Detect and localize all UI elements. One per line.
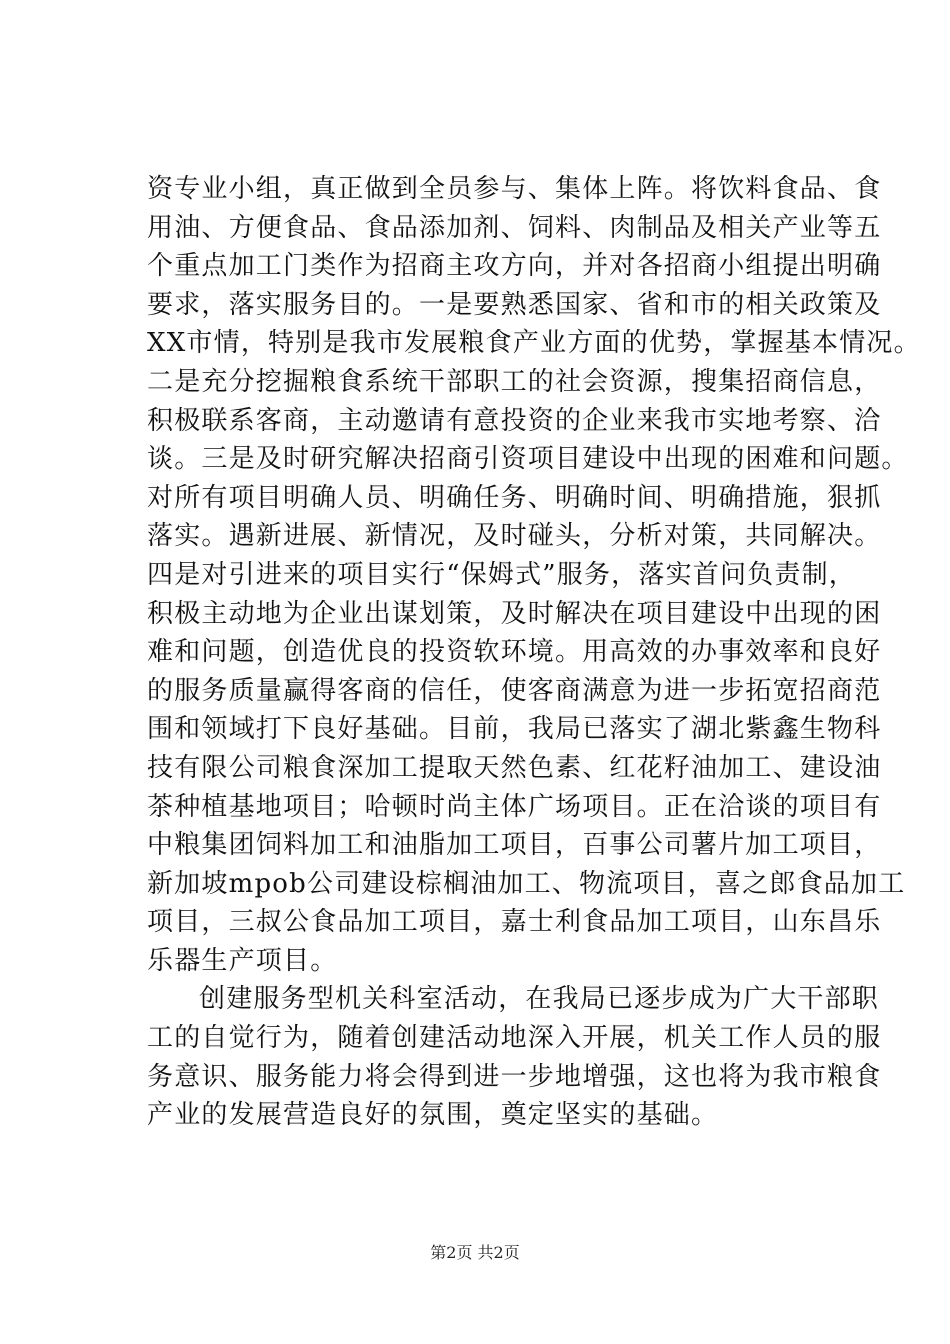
text-line: 务意识、服务能力将会得到进一步地增强，这也将为我市粮食 [147,1061,882,1092]
text-line: XX市情，特别是我市发展粮食产业方面的优势，掌握基本情况。 [147,328,921,359]
text-line-indented: 创建服务型机关科室活动，在我局已逐步成为广大干部职 [199,984,880,1015]
page-footer [0,1240,950,1263]
text-line: 落实。遇新进展、新情况，及时碰头，分析对策，共同解决。 [147,521,882,552]
body-text [147,170,921,1135]
text-line: 产业的发展营造良好的氛围，奠定坚实的基础。 [147,1100,719,1131]
text-line: 积极联系客商，主动邀请有意投资的企业来我市实地考察、洽 [147,405,882,436]
text-line: 要求，落实服务目的。一是要熟悉国家、省和市的相关政策及 [147,289,882,320]
text-line: 资专业小组，真正做到全员参与、集体上阵。将饮料食品、食 [147,174,882,204]
text-line: 新加坡mpob公司建设棕榈油加工、物流项目，喜之郎食品加工 [147,868,906,899]
text-line: 技有限公司粮食深加工提取天然色素、红花籽油加工、建设油 [147,752,882,783]
paragraph-1 [147,170,921,980]
text-line: 中粮集团饲料加工和油脂加工项目，百事公司薯片加工项目， [147,830,882,861]
text-line: 个重点加工门类作为招商主攻方向，并对各招商小组提出明确 [147,251,882,282]
text-line: 四是对引进来的项目实行“保姆式”服务，落实首问负责制， [147,559,856,590]
text-line: 茶种植基地项目；哈顿时尚主体广场项目。正在洽谈的项目有 [147,791,882,822]
text-line: 二是充分挖掘粮食系统干部职工的社会资源，搜集招商信息， [147,366,882,397]
text-line: 乐器生产项目。 [147,945,338,976]
text-line: 用油、方便食品、食品添加剂、饲料、肉制品及相关产业等五 [147,212,882,243]
text-line: 积极主动地为企业出谋划策，及时解决在项目建设中出现的困 [147,598,882,629]
text-line: 的服务质量赢得客商的信任，使客商满意为进一步拓宽招商范 [147,675,882,706]
text-line: 项目，三叔公食品加工项目，嘉士利食品加工项目，山东昌乐 [147,907,882,938]
paragraph-2 [147,980,882,1134]
text-line: 对所有项目明确人员、明确任务、明确时间、明确措施，狠抓 [147,482,882,513]
text-line: 难和问题，创造优良的投资软环境。用高效的办事效率和良好 [147,637,882,668]
text-line: 工的自觉行为，随着创建活动地深入开展，机关工作人员的服 [147,1023,882,1054]
text-line: 围和领域打下良好基础。目前，我局已落实了湖北紫鑫生物科 [147,714,882,745]
page-number-label: 第2页 共2页 [430,1243,520,1262]
text-line: 谈。三是及时研究解决招商引资项目建设中出现的困难和问题。 [147,444,909,475]
